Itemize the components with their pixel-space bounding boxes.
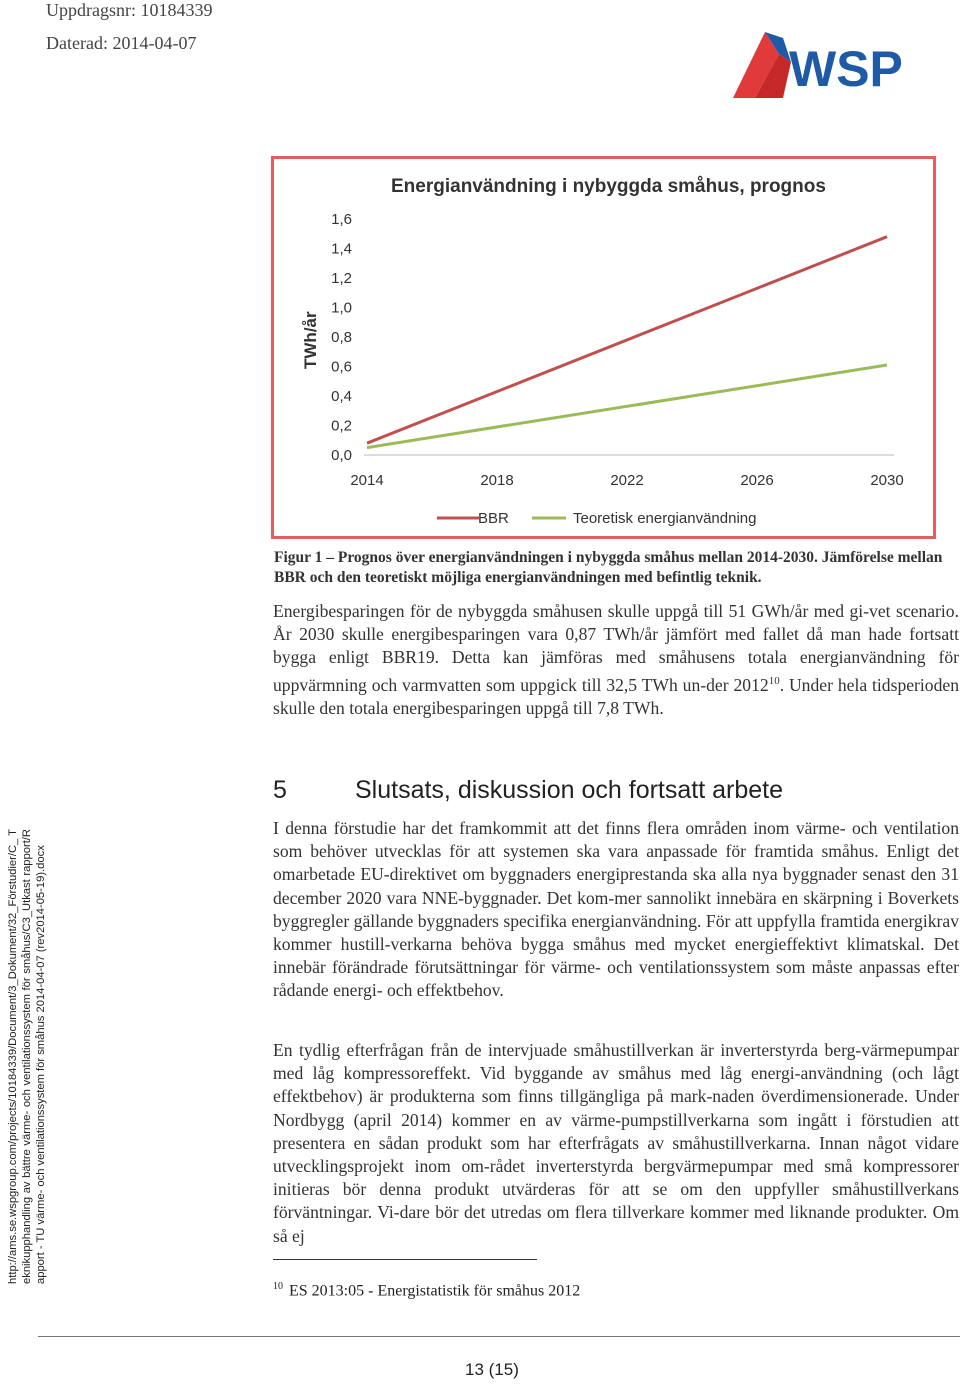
page-number: 13 (15) (465, 1360, 519, 1379)
y-tick-label: 0,0 (331, 447, 352, 464)
section-number: 5 (273, 776, 287, 804)
footnote (273, 1281, 580, 1300)
x-tick-label: 2030 (870, 472, 904, 489)
legend-label: Teoretisk energianvändning (573, 510, 757, 527)
logo-text: WSP (789, 41, 903, 97)
y-tick-label: 0,4 (331, 388, 352, 405)
y-tick-label: 1,2 (331, 270, 352, 287)
y-tick-label: 1,0 (331, 299, 352, 317)
series-line-bbr (367, 237, 887, 444)
paragraph-conclusion: I denna förstudie har det framkommit att det finns flera områden inom värme- och ventilation som behöver utvecklas för att systemen ska vara anpassade för framtida småhus. Enligt det omarbetade EU-direktivet om byggnaders energiprestanda ska alla nya byggnader senast den 31 december 2020 vara NNE-byggnader. Det kom-mer sannolikt innebära en skärpning i Boverkets byggregler gällande byggnaders specifika energianvändning. För att uppfylla framtida energikrav kommer hustill-verkarna behöva bygga småhus med mycket energieffektivt klimatskal. Det innebär förändrade förutsättningar för värme- och ventilationssystem som måste anpassas efter rådande energi- och effektbehov. (273, 818, 959, 1001)
x-tick-label: 2026 (740, 472, 774, 489)
paragraph-savings-b: . Under hela tidsperioden skulle den totala energibesparingen uppgå till 7,8 TWh. (273, 674, 960, 718)
footnote-rule (273, 1259, 537, 1260)
legend-label: BBR (478, 510, 509, 527)
chart-frame (271, 156, 936, 539)
logo-mark-icon (733, 32, 791, 98)
assignment-number: Uppdragsnr: 10184339 (46, 0, 213, 20)
paragraph-savings (273, 600, 959, 720)
paragraph-savings-a: Energibesparingen för de nybyggda småhusen skulle uppgå till 51 GWh/år med gi-vet scenario. År 2030 skulle energibesparingen vara 0,87 TWh/år jämfört med fallet då man hade fortsatt bygga enligt BBR19. Detta kan jämföras med småhusens totala energianvändning för uppvärmning och varmvatten som uppgick till 32,5 TWh un-der 2012 (273, 601, 959, 695)
page-divider (38, 1336, 960, 1337)
series-line-teoretisk (367, 365, 887, 448)
footnote-text: ES 2013:05 - Energistatistik för småhus 2012 (289, 1282, 581, 1300)
wsp-logo (725, 30, 915, 100)
y-tick-label: 0,8 (331, 329, 352, 346)
y-tick-label: 0,2 (331, 417, 352, 435)
x-tick-label: 2018 (480, 472, 514, 489)
footnote-number: 10 (273, 1281, 283, 1292)
figure-caption: Figur 1 – Prognos över energianvändningen i nybyggda småhus mellan 2014-2030. Jämförelse mellan BBR och den teoretiskt möjliga energianvändningen med befintlig teknik. (274, 549, 943, 586)
y-tick-label: 0,6 (331, 358, 352, 376)
footnote-ref: 10 (768, 674, 780, 687)
chart-title: Energianvändning i nybyggda småhus, prognos (391, 176, 826, 197)
paragraph-heat-pumps: En tydlig efterfrågan från de intervjuade småhustillverkan är inverterstyrda berg-värmepumpar med låg kompressoreffekt. Vid byggande av småhus med låg energi-användning (och lågt effektbehov) är produkterna som finns tillgängliga på mark-naden överdimensionerade. Under Nordbygg (april 2014) kommer en av värme-pumpstillverkarna som ingått i förstudien att presentera en sådan produkt som har efterfrågats av småhustillverkarna. Innan något vidare utvecklingsprojekt inom om-rådet inverterstyrda bergvärmepumpar med små kompressorer initieras bör denna produkt utvärderas för att se om den uppfyller småhustillverkans förväntningar. Vi-dare bör det utredas om flera tillverkare kommer med liknande produkter. Om så ej (273, 1040, 959, 1246)
date-label: Daterad: 2014-04-07 (46, 33, 197, 53)
section-heading (273, 776, 783, 805)
y-axis-label: TWh/år (301, 311, 320, 369)
x-tick-label: 2014 (350, 472, 384, 489)
y-tick-label: 1,4 (331, 240, 352, 258)
section-title: Slutsats, diskussion och fortsatt arbete (355, 776, 783, 804)
x-tick-label: 2022 (610, 472, 644, 489)
y-tick-label: 1,6 (331, 211, 352, 228)
document-path: http://ams.se.wspgroup.com/projects/10184339/Document/3_Dokument/32_Förstudier/C_ Teknikupphandling av bättre värme- och ventilationssystem för småhus/C3_Utkast rapport/Rapport - TU värme- och ventilationssystem för småhus 2014-04-07 (rev2014-05-19).docx (7, 829, 47, 1284)
energy-chart (274, 159, 933, 536)
